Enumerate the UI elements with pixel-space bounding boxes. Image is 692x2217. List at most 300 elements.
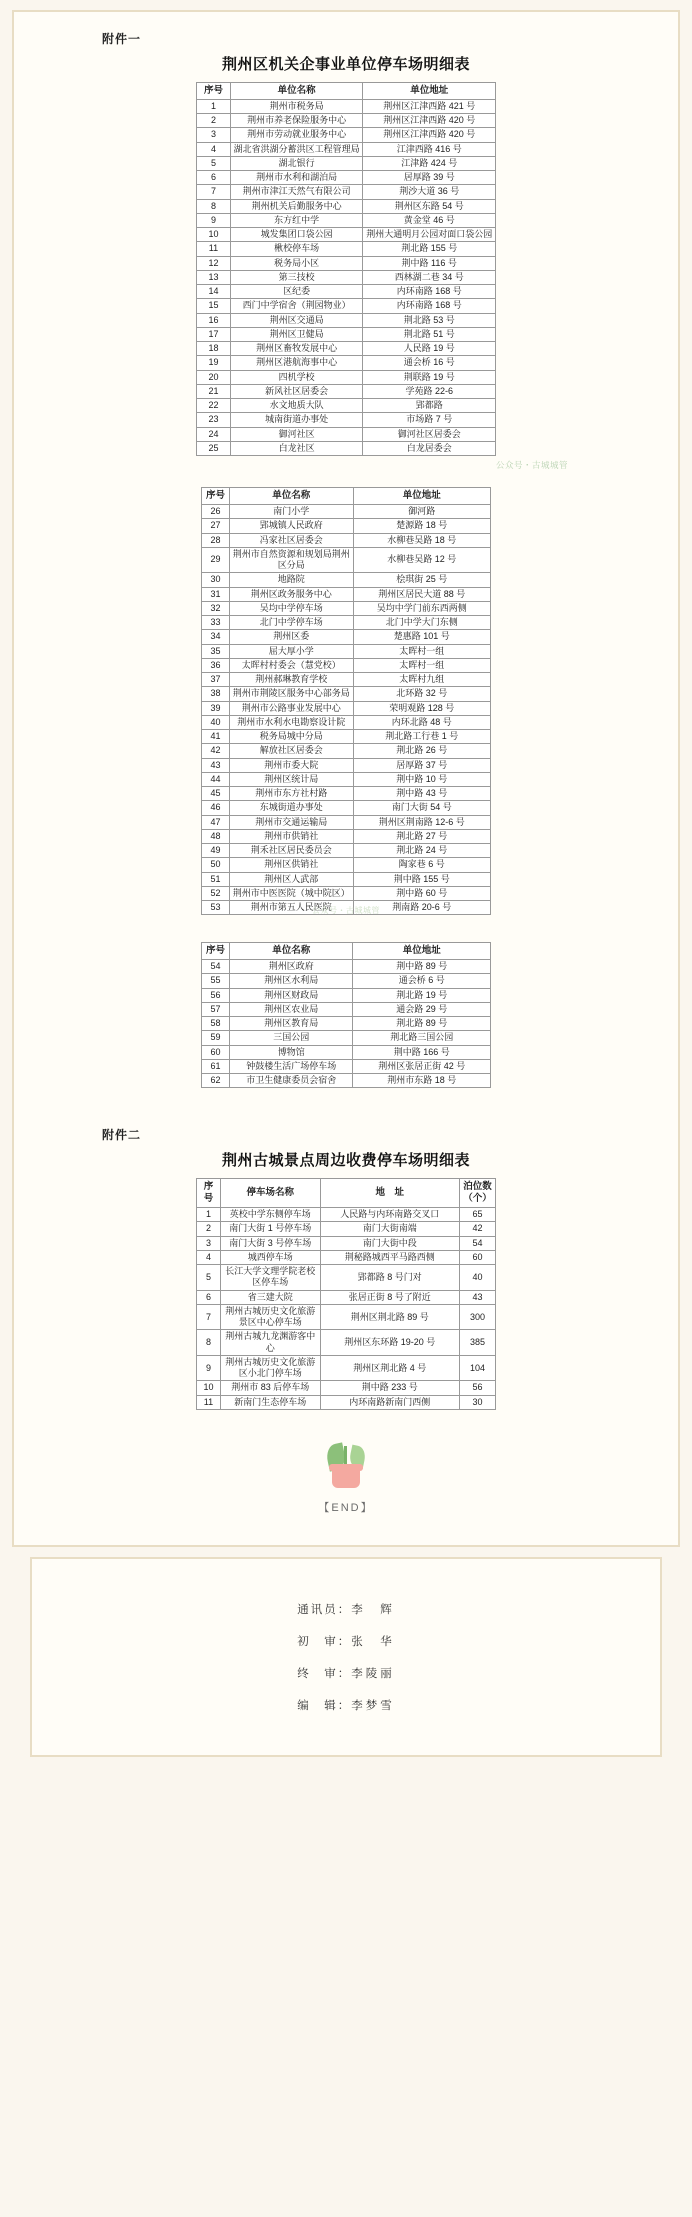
cell-unit-address: 荆州区居民大道 88 号 [353, 587, 491, 601]
cell-unit-address: 吴均中学门前东西两侧 [353, 601, 491, 615]
cell-unit-address: 荆南路 20-6 号 [353, 901, 491, 915]
cell-unit-address: 江津路 424 号 [363, 156, 496, 170]
cell-index: 1 [197, 99, 231, 113]
cell-unit-name: 荆州市荆陵区服务中心部务局 [229, 687, 353, 701]
cell-index: 21 [197, 384, 231, 398]
cell-lot-capacity: 40 [460, 1265, 496, 1291]
cell-index: 62 [202, 1074, 230, 1088]
table-row [202, 1017, 491, 1031]
cell-unit-address: 桧琪街 25 号 [353, 573, 491, 587]
document-page [0, 10, 692, 2217]
cell-index: 52 [202, 886, 230, 900]
credit-line [42, 1601, 650, 1617]
table-row [197, 1395, 496, 1409]
cell-index: 19 [197, 356, 231, 370]
cell-unit-name: 荆州市津江天然气有限公司 [230, 185, 363, 199]
table-row [197, 1265, 496, 1291]
cell-index: 2 [197, 1222, 221, 1236]
cell-unit-address: 通会路 29 号 [353, 1002, 491, 1016]
table-row [197, 1290, 496, 1304]
table-header-row [197, 1179, 496, 1208]
cell-unit-address: 市场路 7 号 [363, 413, 496, 427]
table-row [197, 99, 496, 113]
table-row [202, 687, 491, 701]
cell-index: 39 [202, 701, 230, 715]
cell-lot-name: 新南门生态停车场 [220, 1395, 320, 1409]
cell-unit-name: 荆州市委大院 [229, 758, 353, 772]
cell-unit-name: 荆州区农业局 [229, 1002, 353, 1016]
table-row [202, 505, 491, 519]
cell-lot-address: 南门大街南端 [320, 1222, 459, 1236]
table-one-part3-body [202, 960, 491, 1088]
cell-lot-address: 郢都路 8 号门对 [320, 1265, 459, 1291]
cell-unit-name: 荆州郝琳教育学校 [229, 673, 353, 687]
cell-unit-address: 荆州区张居正街 42 号 [353, 1059, 491, 1073]
cell-unit-address: 学苑路 22-6 [363, 384, 496, 398]
cell-unit-name: 荆州机关后勤服务中心 [230, 199, 363, 213]
cell-unit-address: 荆沙大道 36 号 [363, 185, 496, 199]
cell-unit-address: 陶家巷 6 号 [353, 858, 491, 872]
cell-unit-name: 荆州区政府 [229, 960, 353, 974]
cell-index: 1 [197, 1208, 221, 1222]
cell-index: 51 [202, 872, 230, 886]
cell-unit-address: 荆北路 53 号 [363, 313, 496, 327]
cell-index: 11 [197, 242, 231, 256]
table-one-part2-body [202, 505, 491, 915]
table-row [202, 801, 491, 815]
col-unit-address: 单位地址 [363, 83, 496, 100]
cell-unit-name: 博物馆 [229, 1045, 353, 1059]
cell-unit-address: 北门中学大门东侧 [353, 616, 491, 630]
table-row [197, 327, 496, 341]
credit-name: 李陵丽 [351, 1667, 395, 1680]
cell-index: 15 [197, 299, 231, 313]
cell-index: 28 [202, 533, 230, 547]
cell-unit-address: 楚惠路 101 号 [353, 630, 491, 644]
parking-table-part1 [196, 82, 496, 456]
table-one-part1-wrap [24, 82, 668, 456]
watermark-one: 公众号・古城城管 [495, 460, 568, 471]
table-row [197, 128, 496, 142]
cell-unit-address: 荆中路 166 号 [353, 1045, 491, 1059]
cell-unit-name: 郢城镇人民政府 [229, 519, 353, 533]
cell-index: 12 [197, 256, 231, 270]
cell-unit-address: 荆州区荆南路 12-6 号 [353, 815, 491, 829]
cell-unit-name: 湖北银行 [230, 156, 363, 170]
cell-unit-name: 三国公园 [229, 1031, 353, 1045]
table-row [197, 213, 496, 227]
cell-unit-name: 荆州区人武部 [229, 872, 353, 886]
cell-unit-name: 荆州区交通局 [230, 313, 363, 327]
cell-unit-address: 荆州区江津西路 421 号 [363, 99, 496, 113]
table-header-row [202, 943, 491, 960]
cell-unit-address: 荆北路 89 号 [353, 1017, 491, 1031]
cell-lot-name: 南门大街 1 号停车场 [220, 1222, 320, 1236]
table-row [197, 399, 496, 413]
table-row [202, 673, 491, 687]
cell-index: 58 [202, 1017, 230, 1031]
cell-lot-name: 长江大学文理学院老校区停车场 [220, 1265, 320, 1291]
cell-index: 34 [202, 630, 230, 644]
credits-list [42, 1601, 650, 1713]
credit-name: 李 辉 [351, 1603, 395, 1616]
cell-index: 38 [202, 687, 230, 701]
col-lot-address: 地 址 [320, 1179, 459, 1208]
table-header-row [197, 83, 496, 100]
cell-unit-name: 城南街道办事处 [230, 413, 363, 427]
table-row [202, 772, 491, 786]
cell-lot-address: 内环南路新南门西侧 [320, 1395, 459, 1409]
cell-unit-name: 楸校停车场 [230, 242, 363, 256]
cell-index: 22 [197, 399, 231, 413]
cell-index: 53 [202, 901, 230, 915]
cell-index: 2 [197, 114, 231, 128]
credit-name: 李梦雪 [351, 1699, 395, 1712]
cell-index: 5 [197, 156, 231, 170]
cell-index: 50 [202, 858, 230, 872]
cell-lot-name: 荆州古城九龙渊游客中心 [220, 1330, 320, 1356]
cell-index: 3 [197, 1236, 221, 1250]
table-row [202, 644, 491, 658]
cell-unit-address: 荆州区江津西路 420 号 [363, 114, 496, 128]
table-row [202, 886, 491, 900]
cell-unit-address: 荆州区东路 54 号 [363, 199, 496, 213]
cell-index: 36 [202, 658, 230, 672]
cell-lot-address: 荆州区荆北路 89 号 [320, 1304, 459, 1330]
cell-unit-address: 白龙居委会 [363, 441, 496, 455]
cell-unit-name: 城发集团口袋公园 [230, 228, 363, 242]
cell-unit-name: 水文地质大队 [230, 399, 363, 413]
table-two-wrap [24, 1178, 668, 1410]
cell-unit-name: 荆州区卫健局 [230, 327, 363, 341]
cell-unit-name: 区纪委 [230, 285, 363, 299]
col-index: 序号 [202, 943, 230, 960]
cell-unit-name: 新风社区居委会 [230, 384, 363, 398]
cell-lot-name: 荆州市 83 后停车场 [220, 1381, 320, 1395]
table-row [197, 313, 496, 327]
watermark-two: 公众号・古城城管 [312, 906, 380, 916]
cell-index: 49 [202, 844, 230, 858]
table-row [202, 573, 491, 587]
table-row [197, 1222, 496, 1236]
table-two-body [197, 1208, 496, 1410]
table-row [197, 242, 496, 256]
table-row [197, 1355, 496, 1381]
cell-index: 17 [197, 327, 231, 341]
cell-index: 33 [202, 616, 230, 630]
cell-index: 35 [202, 644, 230, 658]
table-row [202, 519, 491, 533]
cell-unit-name: 御河社区 [230, 427, 363, 441]
cell-index: 31 [202, 587, 230, 601]
cell-unit-address: 内环南路 168 号 [363, 299, 496, 313]
table-row [197, 114, 496, 128]
cell-unit-name: 东方红中学 [230, 213, 363, 227]
table-row [202, 1045, 491, 1059]
table-row [202, 1031, 491, 1045]
cell-unit-address: 荆北路三国公园 [353, 1031, 491, 1045]
table-row [197, 285, 496, 299]
table-row [197, 342, 496, 356]
table-row [202, 616, 491, 630]
table-row [197, 356, 496, 370]
credit-role: 编 辑： [297, 1699, 352, 1712]
cell-unit-address: 荆中路 155 号 [353, 872, 491, 886]
cell-lot-capacity: 43 [460, 1290, 496, 1304]
cell-lot-address: 荆州区荆北路 4 号 [320, 1355, 459, 1381]
cell-unit-address: 水柳巷吴路 12 号 [353, 547, 491, 573]
table-row [197, 142, 496, 156]
table-row [197, 256, 496, 270]
cell-index: 5 [197, 1265, 221, 1291]
parking-table-part2 [201, 487, 491, 915]
table-row [197, 270, 496, 284]
col-unit-name: 单位名称 [229, 943, 353, 960]
table-row [202, 533, 491, 547]
cell-unit-address: 荆联路 19 号 [363, 370, 496, 384]
cell-index: 55 [202, 974, 230, 988]
cell-unit-address: 荆中路 60 号 [353, 886, 491, 900]
table-row [197, 1208, 496, 1222]
cell-index: 8 [197, 199, 231, 213]
cell-unit-name: 第三技校 [230, 270, 363, 284]
cell-lot-capacity: 300 [460, 1304, 496, 1330]
cell-index: 41 [202, 730, 230, 744]
cell-unit-address: 通会桥 6 号 [353, 974, 491, 988]
document-main-frame [12, 10, 680, 1547]
cell-unit-name: 东城街道办事处 [229, 801, 353, 815]
cell-unit-name: 荆州市供销社 [229, 829, 353, 843]
cell-index: 11 [197, 1395, 221, 1409]
cell-unit-name: 荆州区水利局 [229, 974, 353, 988]
table-row [202, 787, 491, 801]
cell-index: 48 [202, 829, 230, 843]
cell-unit-name: 荆州区港航海事中心 [230, 356, 363, 370]
cell-index: 29 [202, 547, 230, 573]
cell-index: 57 [202, 1002, 230, 1016]
table-row [197, 370, 496, 384]
table-row [202, 758, 491, 772]
table-row [202, 601, 491, 615]
cell-unit-name: 荆州市水利水电勘察设计院 [229, 715, 353, 729]
cell-lot-capacity: 30 [460, 1395, 496, 1409]
end-block [24, 1436, 668, 1515]
cell-unit-address: 荆州市东路 18 号 [353, 1074, 491, 1088]
cell-lot-name: 南门大街 3 号停车场 [220, 1236, 320, 1250]
col-unit-address: 单位地址 [353, 943, 491, 960]
cell-unit-address: 荆州大通明月公园对面口袋公园 [363, 228, 496, 242]
col-unit-name: 单位名称 [230, 83, 363, 100]
cell-unit-name: 市卫生健康委员会宿舍 [229, 1074, 353, 1088]
cell-index: 13 [197, 270, 231, 284]
cell-index: 7 [197, 185, 231, 199]
cell-unit-name: 南门小学 [229, 505, 353, 519]
cell-unit-address: 通会桥 16 号 [363, 356, 496, 370]
table-row [197, 441, 496, 455]
cell-unit-name: 冯家社区居委会 [229, 533, 353, 547]
cell-unit-address: 太晖村一组 [353, 644, 491, 658]
cell-index: 37 [202, 673, 230, 687]
cell-index: 45 [202, 787, 230, 801]
table-row [202, 988, 491, 1002]
cell-index: 26 [202, 505, 230, 519]
col-index: 序号 [197, 1179, 221, 1208]
cell-unit-address: 荆北路 155 号 [363, 242, 496, 256]
cell-unit-name: 荆州市自然资源和规划局荆州区分局 [229, 547, 353, 573]
cell-unit-address: 荆北路 27 号 [353, 829, 491, 843]
cell-lot-name: 省三建大院 [220, 1290, 320, 1304]
end-text: 【END】 [318, 1501, 374, 1514]
cell-index: 9 [197, 213, 231, 227]
cell-unit-name: 荆州市公路事业发展中心 [229, 701, 353, 715]
table-one-part2-wrap [24, 487, 668, 915]
cell-index: 44 [202, 772, 230, 786]
cell-lot-capacity: 42 [460, 1222, 496, 1236]
attachment-two-title: 荆州古城景点周边收费停车场明细表 [221, 1152, 470, 1170]
cell-lot-name: 荆州古城历史文化旅游景区中心停车场 [220, 1304, 320, 1330]
cell-lot-name: 荆州古城历史文化旅游区小北门停车场 [220, 1355, 320, 1381]
cell-unit-address: 荆中路 10 号 [353, 772, 491, 786]
cell-unit-address: 荆北路 26 号 [353, 744, 491, 758]
cell-index: 60 [202, 1045, 230, 1059]
table-row [202, 547, 491, 573]
cell-unit-name: 四机学校 [230, 370, 363, 384]
cell-unit-address: 西林湖二巷 34 号 [363, 270, 496, 284]
cell-lot-capacity: 104 [460, 1355, 496, 1381]
col-index: 序号 [197, 83, 231, 100]
cell-unit-address: 荆北路 24 号 [353, 844, 491, 858]
attachment-two-label: 附件二 [102, 1128, 142, 1143]
cell-unit-address: 南门大街 54 号 [353, 801, 491, 815]
cell-lot-name: 英校中学东侧停车场 [220, 1208, 320, 1222]
cell-unit-name: 荆州市第五人民医院 [229, 901, 353, 915]
cell-index: 40 [202, 715, 230, 729]
table-header-row [202, 488, 491, 505]
cell-unit-address: 荆北路 51 号 [363, 327, 496, 341]
credit-line [42, 1633, 650, 1649]
cell-unit-address: 荣明观路 128 号 [353, 701, 491, 715]
table-row [197, 1250, 496, 1264]
potted-plant-icon [323, 1436, 369, 1488]
cell-unit-address: 居厚路 37 号 [353, 758, 491, 772]
cell-lot-address: 南门大街中段 [320, 1236, 459, 1250]
cell-lot-capacity: 54 [460, 1236, 496, 1250]
cell-index: 23 [197, 413, 231, 427]
cell-unit-name: 荆州市养老保险服务中心 [230, 114, 363, 128]
cell-lot-address: 人民路与内环南路交叉口 [320, 1208, 459, 1222]
credit-name: 张 华 [351, 1635, 395, 1648]
cell-index: 4 [197, 142, 231, 156]
cell-unit-name: 荆州区供销社 [229, 858, 353, 872]
table-row [197, 1330, 496, 1356]
cell-unit-name: 税务局城中分局 [229, 730, 353, 744]
cell-index: 10 [197, 1381, 221, 1395]
cell-index: 27 [202, 519, 230, 533]
cell-unit-name: 太晖村村委会（慧党校） [229, 658, 353, 672]
cell-unit-address: 内环南路 168 号 [363, 285, 496, 299]
table-row [197, 427, 496, 441]
cell-unit-name: 荆州市交通运输局 [229, 815, 353, 829]
cell-unit-name: 西门中学宿舍（荆园物业） [230, 299, 363, 313]
cell-lot-name: 城西停车场 [220, 1250, 320, 1264]
cell-index: 24 [197, 427, 231, 441]
cell-unit-name: 荆州区委 [229, 630, 353, 644]
cell-unit-name: 地路院 [229, 573, 353, 587]
cell-index: 9 [197, 1355, 221, 1381]
cell-unit-name: 荆州市税务局 [230, 99, 363, 113]
cell-index: 43 [202, 758, 230, 772]
table-row [202, 1074, 491, 1088]
cell-unit-address: 荆北路 19 号 [353, 988, 491, 1002]
cell-unit-name: 荆州区财政局 [229, 988, 353, 1002]
table-row [197, 413, 496, 427]
cell-index: 25 [197, 441, 231, 455]
table-row [202, 730, 491, 744]
cell-unit-name: 荆禾社区居民委员会 [229, 844, 353, 858]
cell-unit-address: 人民路 19 号 [363, 342, 496, 356]
table-row [202, 858, 491, 872]
cell-unit-name: 钟鼓楼生活广场停车场 [229, 1059, 353, 1073]
table-row [202, 974, 491, 988]
cell-lot-address: 荆中路 233 号 [320, 1381, 459, 1395]
cell-lot-capacity: 56 [460, 1381, 496, 1395]
credit-line [42, 1697, 650, 1713]
cell-unit-name: 荆州区畜牧发展中心 [230, 342, 363, 356]
cell-index: 10 [197, 228, 231, 242]
cell-unit-address: 江津西路 416 号 [363, 142, 496, 156]
parking-table-part3 [201, 942, 491, 1088]
cell-lot-capacity: 65 [460, 1208, 496, 1222]
cell-unit-address: 荆州区江津西路 420 号 [363, 128, 496, 142]
table-row [202, 701, 491, 715]
cell-unit-address: 太晖村九组 [353, 673, 491, 687]
table-row [202, 960, 491, 974]
cell-unit-address: 御河路 [353, 505, 491, 519]
cell-unit-address: 水柳巷吴路 18 号 [353, 533, 491, 547]
cell-index: 6 [197, 1290, 221, 1304]
credit-line [42, 1665, 650, 1681]
table-row [197, 1381, 496, 1395]
cell-index: 20 [197, 370, 231, 384]
col-unit-address: 单位地址 [353, 488, 491, 505]
credit-role: 通讯员： [297, 1603, 352, 1616]
cell-unit-name: 白龙社区 [230, 441, 363, 455]
table-row [197, 228, 496, 242]
cell-lot-address: 荆秘路城西平马路西侧 [320, 1250, 459, 1264]
paid-parking-table [196, 1178, 496, 1410]
table-row [202, 815, 491, 829]
col-unit-name: 单位名称 [229, 488, 353, 505]
table-row [202, 630, 491, 644]
attachment-one-label: 附件一 [102, 32, 142, 46]
cell-unit-address: 荆中路 43 号 [353, 787, 491, 801]
table-row [197, 199, 496, 213]
cell-index: 47 [202, 815, 230, 829]
cell-index: 54 [202, 960, 230, 974]
table-row [202, 715, 491, 729]
table-row [197, 299, 496, 313]
cell-index: 4 [197, 1250, 221, 1264]
table-row [197, 384, 496, 398]
cell-unit-name: 税务局小区 [230, 256, 363, 270]
cell-unit-address: 荆中路 116 号 [363, 256, 496, 270]
cell-index: 16 [197, 313, 231, 327]
table-row [197, 171, 496, 185]
cell-unit-name: 荆州区教育局 [229, 1017, 353, 1031]
cell-unit-name: 北门中学停车场 [229, 616, 353, 630]
cell-index: 46 [202, 801, 230, 815]
cell-unit-address: 荆北路工行巷 1 号 [353, 730, 491, 744]
